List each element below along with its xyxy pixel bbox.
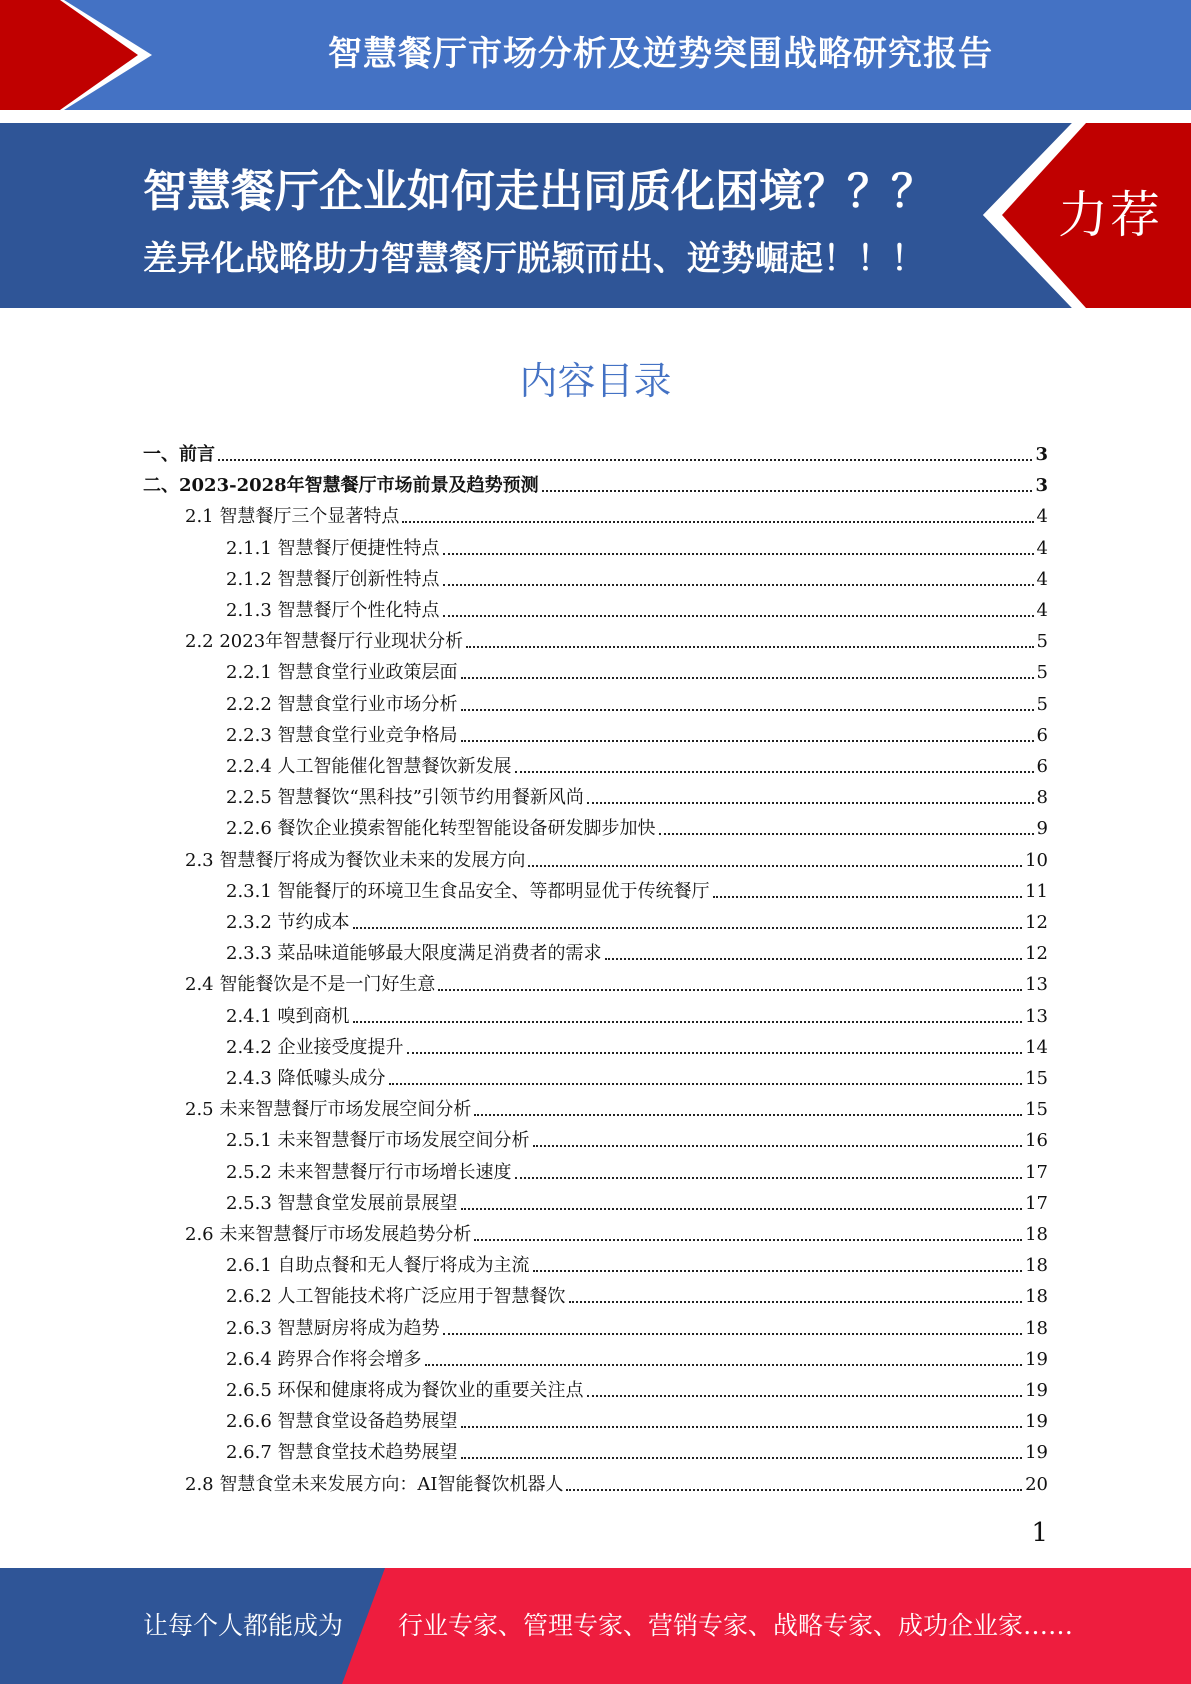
toc-leader-dots (533, 1270, 1023, 1272)
toc-entry-page: 9 (1036, 818, 1048, 840)
toc-entry-page: 13 (1025, 1005, 1048, 1027)
toc-leader-dots (389, 1083, 1023, 1085)
toc-entry-label: 2.1.2 智慧餐厅创新性特点 (226, 568, 440, 590)
headline-answer: 差异化战略助力智慧餐厅脱颖而出、逆势崛起！！！ (143, 239, 925, 279)
toc-entry-label: 2.2.6 餐饮企业摸索智能化转型智能设备研发脚步加快 (226, 818, 656, 840)
toc-entry-page: 12 (1025, 912, 1048, 933)
toc-entry-page: 13 (1025, 974, 1048, 996)
toc-leader-dots (461, 1457, 1023, 1459)
toc-entry-page: 4 (1036, 506, 1048, 528)
report-title: 智慧餐厅市场分析及逆势突围战略研究报告 (328, 34, 993, 74)
toc-entry-label: 2.3 智慧餐厅将成为餐饮业未来的发展方向 (185, 849, 526, 871)
toc-entry-page: 19 (1025, 1411, 1048, 1433)
toc-entry[interactable] (185, 1466, 1048, 1496)
toc-entry-page: 11 (1025, 880, 1048, 902)
toc-leader-dots (542, 490, 1033, 492)
toc-entry-page: 14 (1025, 1036, 1048, 1058)
toc-entry-label: 2.5.3 智慧食堂发展前景展望 (226, 1192, 458, 1214)
toc-entry[interactable] (226, 1310, 1048, 1340)
toc-entry-label: 2.6.1 自助点餐和无人餐厅将成为主流 (226, 1255, 530, 1277)
toc-entry-page: 5 (1036, 662, 1048, 684)
toc-entry[interactable] (226, 1122, 1048, 1152)
toc-leader-dots (407, 1052, 1023, 1054)
footer-slogan-right: 行业专家、管理专家、营销专家、战略专家、成功企业家…… (398, 1611, 1074, 1640)
toc-leader-dots (474, 1114, 1022, 1116)
toc-entry-label: 2.1.1 智慧餐厅便捷性特点 (226, 537, 440, 559)
toc-entry-page: 19 (1025, 1442, 1048, 1464)
toc-entry[interactable] (226, 935, 1048, 965)
toc-entry[interactable] (143, 467, 1048, 497)
toc-entry-label: 2.3.3 菜品味道能够最大限度满足消费者的需求 (226, 943, 602, 965)
toc-entry[interactable] (226, 592, 1048, 622)
toc-entry-page: 5 (1036, 631, 1048, 653)
toc-entry-page: 10 (1025, 849, 1048, 871)
toc-leader-dots (443, 553, 1034, 555)
toc-entry-label: 2.6.7 智慧食堂技术趋势展望 (226, 1442, 458, 1464)
toc-entry-page: 4 (1036, 537, 1048, 559)
toc-entry-label: 2.8 智慧食堂未来发展方向：AI智能餐饮机器人 (185, 1473, 564, 1495)
toc-entry[interactable] (226, 1341, 1048, 1371)
toc-leader-dots (528, 865, 1022, 867)
toc-entry[interactable] (226, 1403, 1048, 1433)
toc-entry-label: 2.5.1 未来智慧餐厅市场发展空间分析 (226, 1130, 530, 1152)
page-number: 1 (1031, 1518, 1048, 1548)
toc-leader-dots (569, 1301, 1023, 1303)
toc-entry[interactable] (226, 1185, 1048, 1215)
toc-entry-page: 19 (1025, 1348, 1048, 1370)
toc-entry-label: 2.4 智能餐饮是不是一门好生意 (185, 974, 436, 996)
toc-entry-page: 18 (1025, 1255, 1048, 1277)
toc-entry[interactable] (226, 1029, 1048, 1059)
toc-leader-dots (587, 802, 1034, 804)
toc-leader-dots (461, 1426, 1023, 1428)
toc-entry-page: 8 (1036, 787, 1048, 809)
headline-question: 智慧餐厅企业如何走出同质化困境？？？ (143, 166, 935, 217)
toc-entry-label: 2.6.2 人工智能技术将广泛应用于智慧餐饮 (226, 1286, 566, 1308)
toc-entry-page: 4 (1036, 600, 1048, 621)
toc-entry[interactable] (185, 498, 1048, 528)
toc-entry[interactable] (226, 686, 1048, 716)
toc-entry[interactable] (226, 810, 1048, 840)
toc-leader-dots (461, 740, 1034, 742)
recommend-badge: 力荐 (1058, 186, 1162, 244)
toc-entry[interactable] (226, 998, 1048, 1028)
toc-entry-label: 2.3.2 节约成本 (226, 912, 350, 933)
toc-leader-dots (438, 989, 1022, 991)
toc-entry-page: 20 (1025, 1473, 1048, 1495)
toc-entry[interactable] (185, 1091, 1048, 1121)
toc-leader-dots (587, 1395, 1023, 1397)
toc-entry-label: 2.1.3 智慧餐厅个性化特点 (226, 600, 440, 621)
toc-entry-label: 2.6.3 智慧厨房将成为趋势 (226, 1317, 440, 1339)
toc-entry-label: 2.2.2 智慧食堂行业市场分析 (226, 693, 458, 715)
toc-leader-dots (443, 584, 1034, 586)
toc-entry-page: 17 (1025, 1192, 1048, 1214)
footer-banner (0, 1568, 1191, 1684)
toc-entry-label: 2.4.1 嗅到商机 (226, 1005, 350, 1027)
toc-leader-dots (566, 1489, 1022, 1491)
toc-entry-label: 2.1 智慧餐厅三个显著特点 (185, 506, 400, 528)
toc-leader-dots (713, 896, 1023, 898)
toc-entry[interactable] (226, 1278, 1048, 1308)
toc-entry[interactable] (185, 623, 1048, 653)
toc-leader-dots (533, 1145, 1023, 1147)
toc-entry[interactable] (185, 966, 1048, 996)
toc-entry-label: 二、2023-2028年智慧餐厅市场前景及趋势预测 (143, 475, 539, 497)
toc-entry-page: 16 (1025, 1130, 1048, 1152)
toc-entry-label: 2.3.1 智能餐厅的环境卫生食品安全、等都明显优于传统餐厅 (226, 880, 710, 902)
toc-leader-dots (466, 646, 1033, 648)
toc-leader-dots (425, 1364, 1023, 1366)
toc-entry-page: 17 (1025, 1161, 1048, 1183)
toc-entry-label: 一、前言 (143, 444, 215, 465)
toc-leader-dots (461, 709, 1034, 711)
toc-entry[interactable] (226, 1372, 1048, 1402)
toc-entry-label: 2.2.5 智慧餐饮“黑科技”引领节约用餐新风尚 (226, 787, 584, 809)
toc-entry-page: 4 (1036, 568, 1048, 590)
toc-leader-dots (605, 958, 1023, 960)
toc-entry-page: 3 (1035, 444, 1048, 465)
toc-entry-label: 2.6 未来智慧餐厅市场发展趋势分析 (185, 1224, 472, 1245)
toc-leader-dots (461, 677, 1034, 679)
toc-entry-page: 18 (1025, 1286, 1048, 1308)
toc-leader-dots (218, 459, 1032, 461)
toc-entry-label: 2.2.4 人工智能催化智慧餐饮新发展 (226, 756, 512, 777)
toc-leader-dots (443, 615, 1034, 617)
top-banner (0, 0, 1191, 110)
toc-entry-label: 2.2.1 智慧食堂行业政策层面 (226, 662, 458, 684)
toc-entry-page: 15 (1025, 1099, 1048, 1121)
toc-entry-page: 18 (1025, 1317, 1048, 1339)
toc-entry-label: 2.6.6 智慧食堂设备趋势展望 (226, 1411, 458, 1433)
toc-entry[interactable] (226, 530, 1048, 560)
toc-entry[interactable] (185, 842, 1048, 872)
toc-leader-dots (402, 521, 1033, 523)
toc-entry-page: 12 (1025, 943, 1048, 965)
toc-entry-label: 2.6.5 环保和健康将成为餐饮业的重要关注点 (226, 1380, 584, 1401)
headline-banner (0, 123, 1191, 308)
toc-entry-page: 18 (1025, 1224, 1048, 1245)
toc-leader-dots (353, 1021, 1023, 1023)
toc-entry[interactable] (226, 717, 1048, 747)
toc-entry[interactable] (226, 748, 1048, 778)
toc-entry[interactable] (226, 1247, 1048, 1277)
toc-entry-label: 2.4.3 降低噱头成分 (226, 1068, 386, 1089)
toc-leader-dots (443, 1333, 1023, 1335)
toc-entry[interactable] (226, 561, 1048, 591)
toc-leader-dots (659, 833, 1034, 835)
toc-entry[interactable] (226, 1434, 1048, 1464)
toc-entry[interactable] (226, 1060, 1048, 1090)
toc-entry-page: 5 (1036, 693, 1048, 715)
toc-title: 内容目录 (519, 359, 672, 403)
toc-entry-page: 15 (1025, 1068, 1048, 1089)
toc-leader-dots (353, 927, 1023, 929)
footer-slogan-left: 让每个人都能成为 (143, 1611, 344, 1640)
toc-entry[interactable] (226, 654, 1048, 684)
toc-entry-label: 2.2 2023年智慧餐厅行业现状分析 (185, 631, 464, 653)
toc-entry[interactable] (226, 1154, 1048, 1184)
toc-leader-dots (461, 1208, 1023, 1210)
toc-entry-label: 2.2.3 智慧食堂行业竞争格局 (226, 724, 458, 746)
toc-entry-page: 6 (1036, 724, 1048, 746)
toc-entry[interactable] (226, 904, 1048, 934)
toc-entry-label: 2.5.2 未来智慧餐厅行市场增长速度 (226, 1161, 512, 1183)
toc-entry-page: 19 (1025, 1380, 1048, 1401)
toc-entry-label: 2.4.2 企业接受度提升 (226, 1036, 404, 1058)
toc-entry[interactable] (185, 1216, 1048, 1246)
toc-entry[interactable] (226, 873, 1048, 903)
toc-entry[interactable] (143, 436, 1048, 466)
toc-leader-dots (515, 771, 1034, 773)
toc-entry-page: 3 (1035, 475, 1048, 497)
toc-entry-label: 2.6.4 跨界合作将会增多 (226, 1348, 422, 1370)
toc-entry-page: 6 (1036, 756, 1048, 777)
toc-leader-dots (474, 1239, 1022, 1241)
toc-leader-dots (515, 1177, 1023, 1179)
toc-entry[interactable] (226, 779, 1048, 809)
toc-entry-label: 2.5 未来智慧餐厅市场发展空间分析 (185, 1099, 472, 1121)
